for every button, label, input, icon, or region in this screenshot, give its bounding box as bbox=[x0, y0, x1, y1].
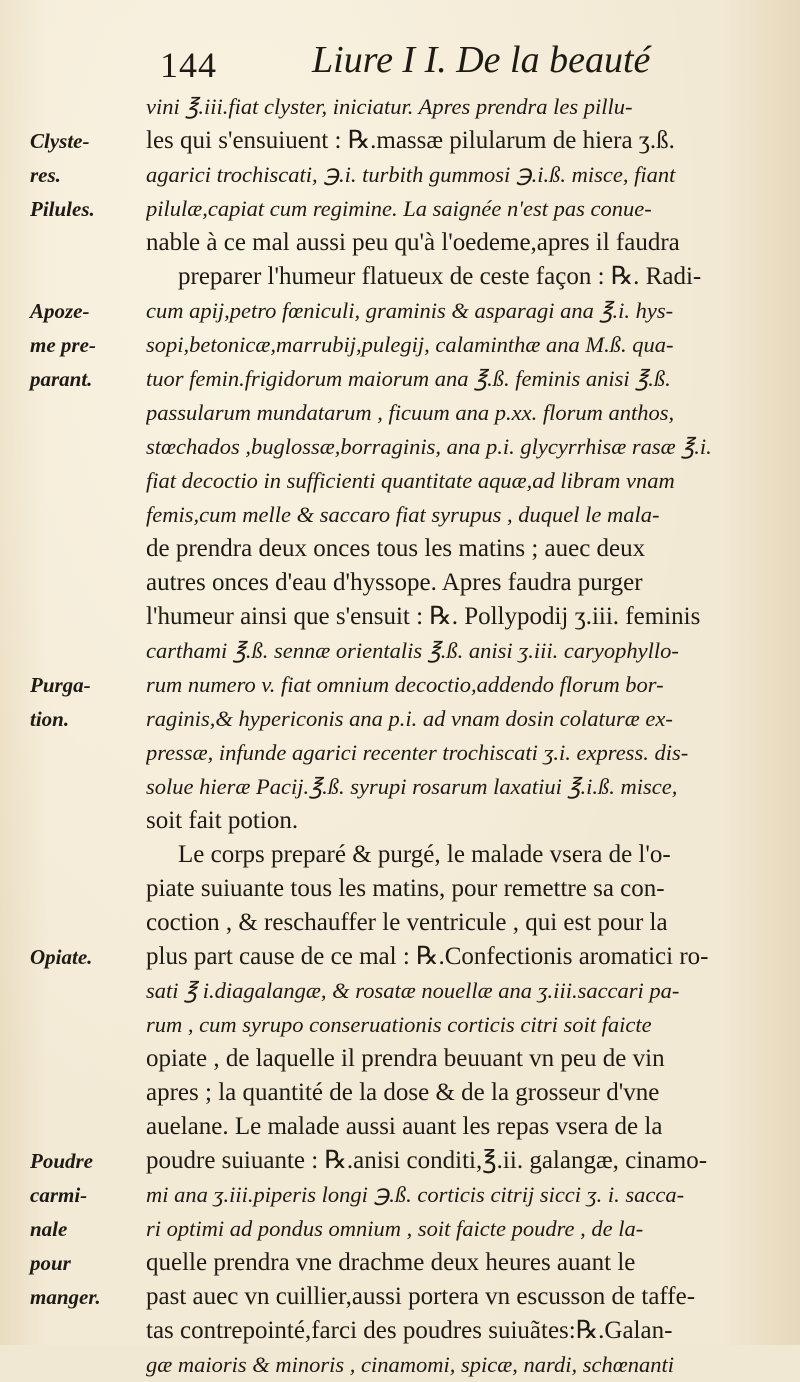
text-line: tuor femin.frigidorum maiorum ana ℥.ß. feminis anisi ℥.ß. bbox=[146, 366, 671, 391]
text-line: agarici trochiscati, ℈.i. turbith gummosi ℈.i.ß. misce, fiant bbox=[146, 162, 676, 187]
text-line: quelle prendra vne drachme deux heures auant le bbox=[146, 1249, 636, 1276]
margin-note-opiate: Opiate. bbox=[30, 945, 93, 969]
margin-note-clysteres: Clyste- res. bbox=[30, 129, 90, 187]
margin-note-apozeme: Apoze- me pre- parant. bbox=[30, 299, 96, 391]
text-line: sopi,betonicæ,marrubij,pulegij, calaminthæ ana M.ß. qua- bbox=[146, 332, 674, 357]
text-line: gæ maioris & minoris , cinamomi, spicæ, nardi, schœnanti bbox=[146, 1352, 674, 1377]
text-line: Le corps preparé & purgé, le malade vsera de l'o- bbox=[178, 841, 671, 868]
text-line: rum numero v. fiat omnium decoctio,addendo florum bor- bbox=[146, 672, 664, 697]
margin-note-poudre: Poudre carmi- nale pour manger. bbox=[30, 1149, 101, 1309]
text-line: raginis,& hypericonis ana p.i. ad vnam dosin colaturæ ex- bbox=[146, 706, 673, 731]
margin-note-purgation: Purga- tion. bbox=[30, 673, 91, 731]
text-line: solue hieræ Pacij.℥.ß. syrupi rosarum laxatiui ℥.i.ß. misce, bbox=[146, 774, 678, 799]
text-line: de prendra deux onces tous les matins ; auec deux bbox=[146, 535, 646, 562]
margin-note-pilules: Pilules. bbox=[30, 197, 95, 221]
text-line: autres onces d'eau d'hyssope. Apres faudra purger bbox=[146, 569, 643, 596]
text-line: ri optimi ad pondus omnium , soit faicte poudre , de la- bbox=[146, 1216, 644, 1241]
text-line: preparer l'humeur flatueux de ceste façon : ℞. Radi- bbox=[178, 263, 702, 290]
text-line: soit fait potion. bbox=[146, 807, 299, 834]
text-line: carthami ℥.ß. sennæ orientalis ℥.ß. anisi ʒ.iii. caryophyllo- bbox=[146, 638, 679, 663]
text-line: l'humeur ainsi que s'ensuit : ℞. Pollypodij ʒ.iii. feminis bbox=[146, 603, 701, 630]
text-line: cum apij,petro fœniculi, graminis & asparagi ana ℥.i. hys- bbox=[146, 298, 674, 323]
text-line: mi ana ʒ.iii.piperis longi ℈.ß. corticis citrij sicci ʒ. i. sacca- bbox=[146, 1182, 685, 1207]
running-title: Liure I I. De la beauté bbox=[312, 39, 651, 81]
text-line: femis,cum melle & saccaro fiat syrupus , duquel le mala- bbox=[146, 502, 660, 527]
text-line: tas contrepointé,farci des poudres suiuãtes:℞.Galan- bbox=[146, 1317, 673, 1344]
text-line: apres ; la quantité de la dose & de la grosseur d'vne bbox=[146, 1079, 660, 1106]
page-header bbox=[0, 38, 800, 98]
text-line: coction , & reschauffer le ventricule , qui est pour la bbox=[146, 909, 668, 936]
text-line: plus part cause de ce mal : ℞.Confectionis aromatici ro- bbox=[146, 943, 709, 970]
text-line: stœchados ,buglossæ,borraginis, ana p.i. glycyrrhisæ rasæ ℥.i. bbox=[146, 434, 712, 459]
text-line: poudre suiuante : ℞.anisi conditi,℥.ii. galangæ, cinamo- bbox=[146, 1147, 708, 1174]
text-line: rum , cum syrupo conseruationis corticis citri soit faicte bbox=[146, 1012, 652, 1037]
text-line: pilulæ,capiat cum regimine. La saignée n'est pas conue- bbox=[146, 196, 652, 221]
text-line: les qui s'ensuiuent : ℞.massæ pilularum de hiera ʒ.ß. bbox=[146, 127, 675, 154]
text-line: fiat decoctio in sufficienti quantitate aquæ,ad libram vnam bbox=[146, 468, 675, 493]
text-line: vini ℥.iii.fiat clyster, iniciatur. Apres prendra les pillu- bbox=[146, 94, 633, 119]
text-line: piate suiuante tous les matins, pour remettre sa con- bbox=[146, 875, 665, 902]
page-number: 144 bbox=[160, 45, 217, 85]
text-line: opiate , de laquelle il prendra beuuant vn peu de vin bbox=[146, 1045, 665, 1072]
text-line: sati ℥ i.diagalangæ, & rosatæ nouellæ ana ʒ.iii.saccari pa- bbox=[146, 978, 680, 1003]
text-line: past auec vn cuillier,aussi portera vn escusson de taffe- bbox=[146, 1283, 696, 1310]
text-line: pressæ, infunde agarici recenter trochiscati ʒ.i. express. dis- bbox=[146, 740, 689, 765]
text-line: nable à ce mal aussi peu qu'à l'oedeme,apres il faudra bbox=[146, 229, 680, 256]
text-line: passularum mundatarum , ficuum ana p.xx. florum anthos, bbox=[146, 400, 675, 425]
text-line: auelane. Le malade aussi auant les repas vsera de la bbox=[146, 1113, 663, 1140]
